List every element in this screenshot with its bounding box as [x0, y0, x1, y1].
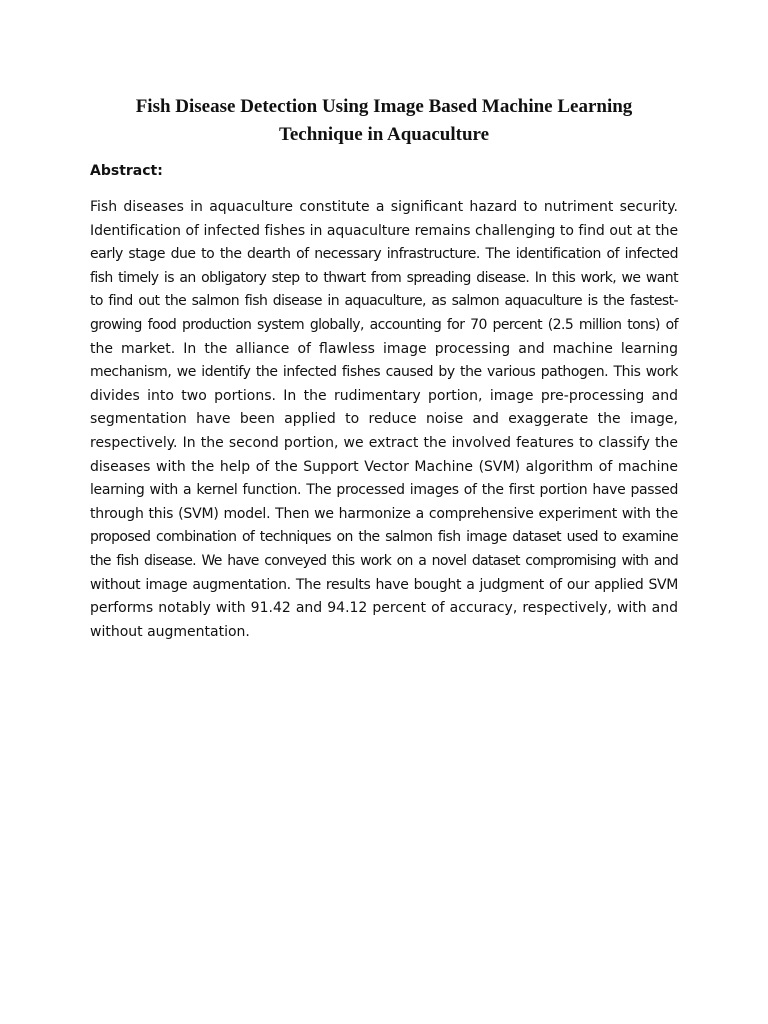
abstract-line: early stage due to the dearth of necessary infrastructure. The identification of infected [90, 246, 678, 263]
abstract-line: without image augmentation. The results have bought a judgment of our applied SVM [90, 576, 678, 593]
abstract-line: Fish diseases in aquaculture constitute a significant hazard to nutriment security. [90, 199, 678, 215]
abstract-line: segmentation have been applied to reduce noise and exaggerate the image, [90, 411, 678, 428]
abstract-line: mechanism, we identify the infected fishes caused by the various pathogen. This work [90, 364, 678, 381]
paper-title-line-1: Fish Disease Detection Using Image Based Machine Learning [135, 96, 633, 117]
abstract-line: divides into two portions. In the rudimentary portion, image pre-processing and [90, 387, 678, 404]
abstract-line: to find out the salmon fish disease in aquaculture, as salmon aquaculture is the fastest- [90, 293, 678, 310]
paper-title-line-2: Technique in Aquaculture [278, 124, 490, 145]
abstract-line: respectively. In the second portion, we extract the involved features to classify the [90, 434, 678, 451]
abstract-line: the market. In the alliance of flawless image processing and machine learning [90, 340, 678, 357]
abstract-body [90, 196, 678, 644]
abstract-line: learning with a kernel function. The processed images of the first portion have passed [90, 482, 678, 499]
abstract-line: diseases with the help of the Support Vector Machine (SVM) algorithm of machine [90, 458, 678, 475]
paper-title [90, 93, 678, 149]
abstract-line: Identification of infected fishes in aquaculture remains challenging to find out at the [90, 222, 678, 239]
abstract-line: proposed combination of techniques on the salmon fish image dataset used to examine [90, 529, 678, 546]
abstract-line: growing food production system globally, accounting for 70 percent (2.5 million tons) of [90, 316, 678, 333]
abstract-heading: Abstract: [90, 163, 163, 179]
abstract-line: without augmentation. [90, 623, 250, 640]
abstract-line: through this (SVM) model. Then we harmonize a comprehensive experiment with the [90, 505, 678, 522]
abstract-line: fish timely is an obligatory step to thwart from spreading disease. In this work, we want [90, 269, 678, 286]
abstract-line: the fish disease. We have conveyed this work on a novel dataset compromising with and [90, 552, 678, 569]
abstract-line: performs notably with 91.42 and 94.12 percent of accuracy, respectively, with and [90, 600, 678, 617]
